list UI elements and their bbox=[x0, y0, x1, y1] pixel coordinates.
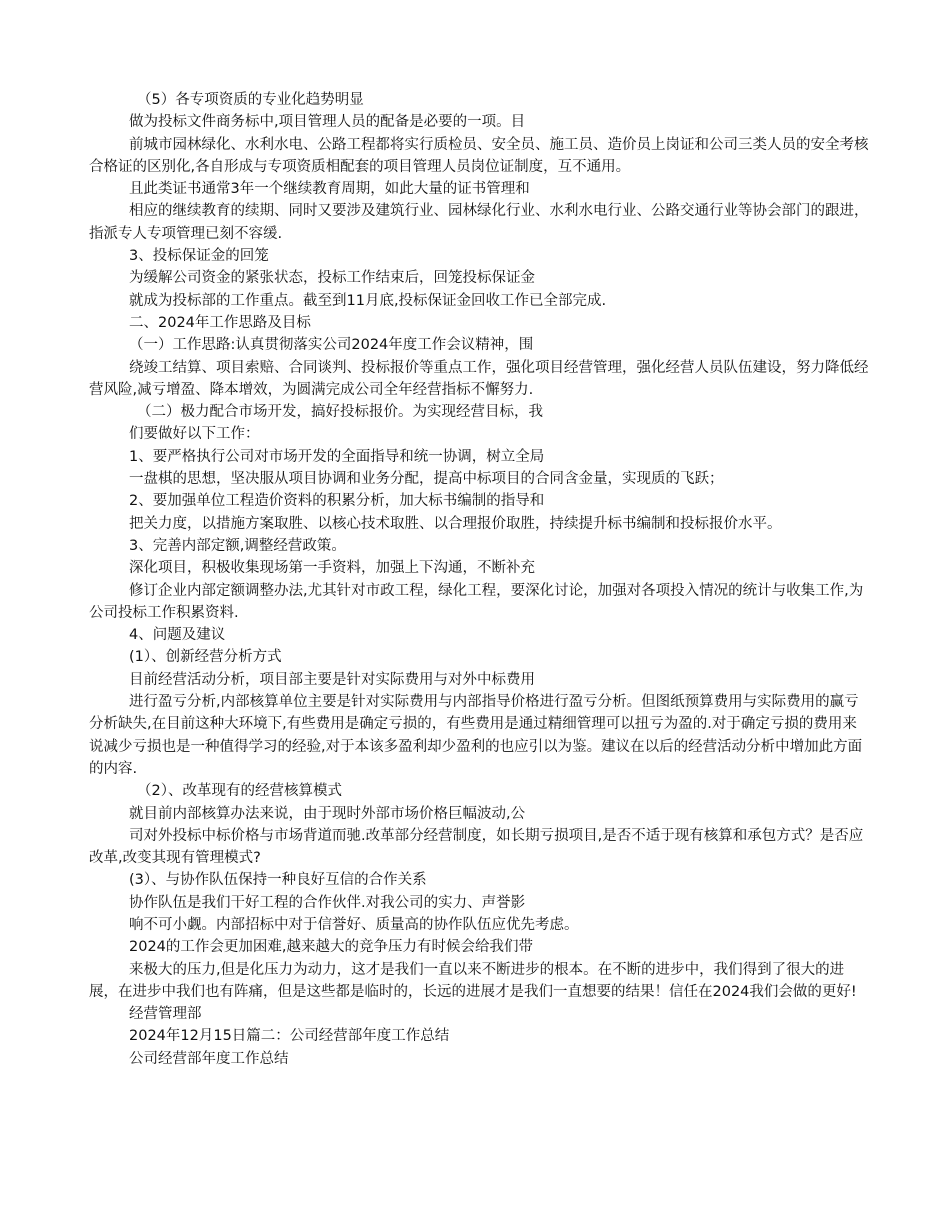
paragraph: 深化项目，积极收集现场第一手资料，加强上下沟通，不断补充 bbox=[129, 560, 535, 577]
paragraph: 们要做好以下工作： bbox=[129, 426, 260, 443]
paragraph: 协作队伍是我们干好工程的合作伙伴.对我公司的实力、声誉影 bbox=[129, 894, 526, 911]
paragraph: 2024的工作会更加困难,越来越大的竞争压力有时候会给我们带 bbox=[129, 939, 534, 956]
paragraph: 把关力度，以措施方案取胜、以核心技术取胜、以合理报价取胜，持续提升标书编制和投标报价水平。 bbox=[129, 515, 782, 532]
paragraph: 相应的继续教育的续期、同时又要涉及建筑行业、园林绿化行业、水利水电行业、公路交通行业等协会部门的跟进，指派专人专项管理已刻不容缓. bbox=[89, 203, 869, 242]
signature-date: 2024年12月15日篇二：公司经营部年度工作总结 bbox=[129, 1028, 450, 1045]
paragraph: 响不可小觑。内部招标中对于信誉好、质量高的协作队伍应优先考虑。 bbox=[129, 916, 579, 933]
paragraph: （2）、改革现有的经营核算模式 bbox=[137, 783, 342, 800]
paragraph: 进行盈亏分析,内部核算单位主要是针对实际费用与内部指导价格进行盈亏分析。但图纸预算费用与实际费用的赢亏分析缺失,在目前这种大环境下,有些费用是确定亏损的，有些费用是通过精细管理可以扭亏为盈的.对于确定亏损的费用来说减少亏损也是一种值得学习的经验,对于本该多盈利却少盈利的也应引以为鉴。建议在以后的经营活动分析中增加此方面的内容. bbox=[89, 694, 863, 777]
paragraph: （二）极力配合市场开发，搞好投标报价。为实现经营目标，我 bbox=[137, 404, 543, 421]
paragraph: 公司经营部年度工作总结 bbox=[129, 1050, 289, 1067]
signature-department: 经营管理部 bbox=[129, 1006, 202, 1023]
paragraph: （5）各专项资质的专业化趋势明显 bbox=[137, 92, 364, 108]
section-heading: 4、问题及建议 bbox=[129, 627, 226, 644]
paragraph: 为缓解公司资金的紧张状态，投标工作结束后，回笼投标保证金 bbox=[129, 270, 535, 287]
paragraph: (3）、与协作队伍保持一种良好互信的合作关系 bbox=[129, 872, 427, 889]
paragraph: 2、要加强单位工程造价资料的积累分析，加大标书编制的指导和 bbox=[129, 493, 545, 510]
document-body bbox=[89, 89, 869, 1070]
paragraph: 来极大的压力,但是化压力为动力，这才是我们一直以来不断进步的根本。在不断的进步中，我们得到了很大的进展，在进步中我们也有阵痛，但是这些都是临时的，长远的进展才是我们一直想要的结果！信任在2024我们会做的更好! bbox=[89, 961, 857, 1000]
paragraph: 做为投标文件商务标中,项目管理人员的配备是必要的一项。目 bbox=[129, 114, 526, 131]
paragraph: 目前经营活动分析，项目部主要是针对实际费用与对外中标费用 bbox=[129, 671, 535, 688]
paragraph: 1、要严格执行公司对市场开发的全面指导和统一协调，树立全局 bbox=[129, 448, 545, 465]
paragraph: 绕竣工结算、项目索赔、合同谈判、投标报价等重点工作，强化项目经营管理，强化经营人员队伍建设，努力降低经营风险,减亏增盈、降本增效，为圆满完成公司全年经营指标不懈努力. bbox=[89, 359, 869, 398]
paragraph: 一盘棋的思想，坚决服从项目协调和业务分配，提高中标项目的合同含金量，实现质的飞跃； bbox=[129, 471, 724, 488]
section-heading: 3、投标保证金的回笼 bbox=[129, 248, 269, 265]
paragraph: 3、完善内部定额,调整经营政策。 bbox=[129, 537, 346, 554]
paragraph: 修订企业内部定额调整办法,尤其针对市政工程，绿化工程，要深化讨论，加强对各项投入情况的统计与收集工作,为公司投标工作积累资料. bbox=[89, 582, 864, 621]
paragraph: 就成为投标部的工作重点。截至到11月底,投标保证金回收工作已全部完成. bbox=[129, 292, 607, 309]
paragraph: （一）工作思路:认真贯彻落实公司2024年度工作会议精神，围 bbox=[129, 337, 534, 354]
paragraph: 就目前内部核算办法来说，由于现时外部市场价格巨幅波动,公 bbox=[129, 805, 526, 822]
paragraph: 前城市园林绿化、水利水电、公路工程都将实行质检员、安全员、施工员、造价员上岗证和公司三类人员的安全考核合格证的区别化,各自形成与专项资质相配套的项目管理人员岗位证制度，互不通用。 bbox=[89, 136, 869, 175]
paragraph: 且此类证书通常3年一个继续教育周期，如此大量的证书管理和 bbox=[129, 181, 530, 198]
paragraph: (1）、创新经营分析方式 bbox=[129, 649, 282, 666]
section-heading: 二、2024年工作思路及目标 bbox=[129, 314, 311, 331]
paragraph: 司对外投标中标价格与市场背道而驰.改革部分经营制度，如长期亏损项目,是否不适于现有核算和承包方式？是否应改革,改变其现有管理模式? bbox=[89, 827, 864, 867]
